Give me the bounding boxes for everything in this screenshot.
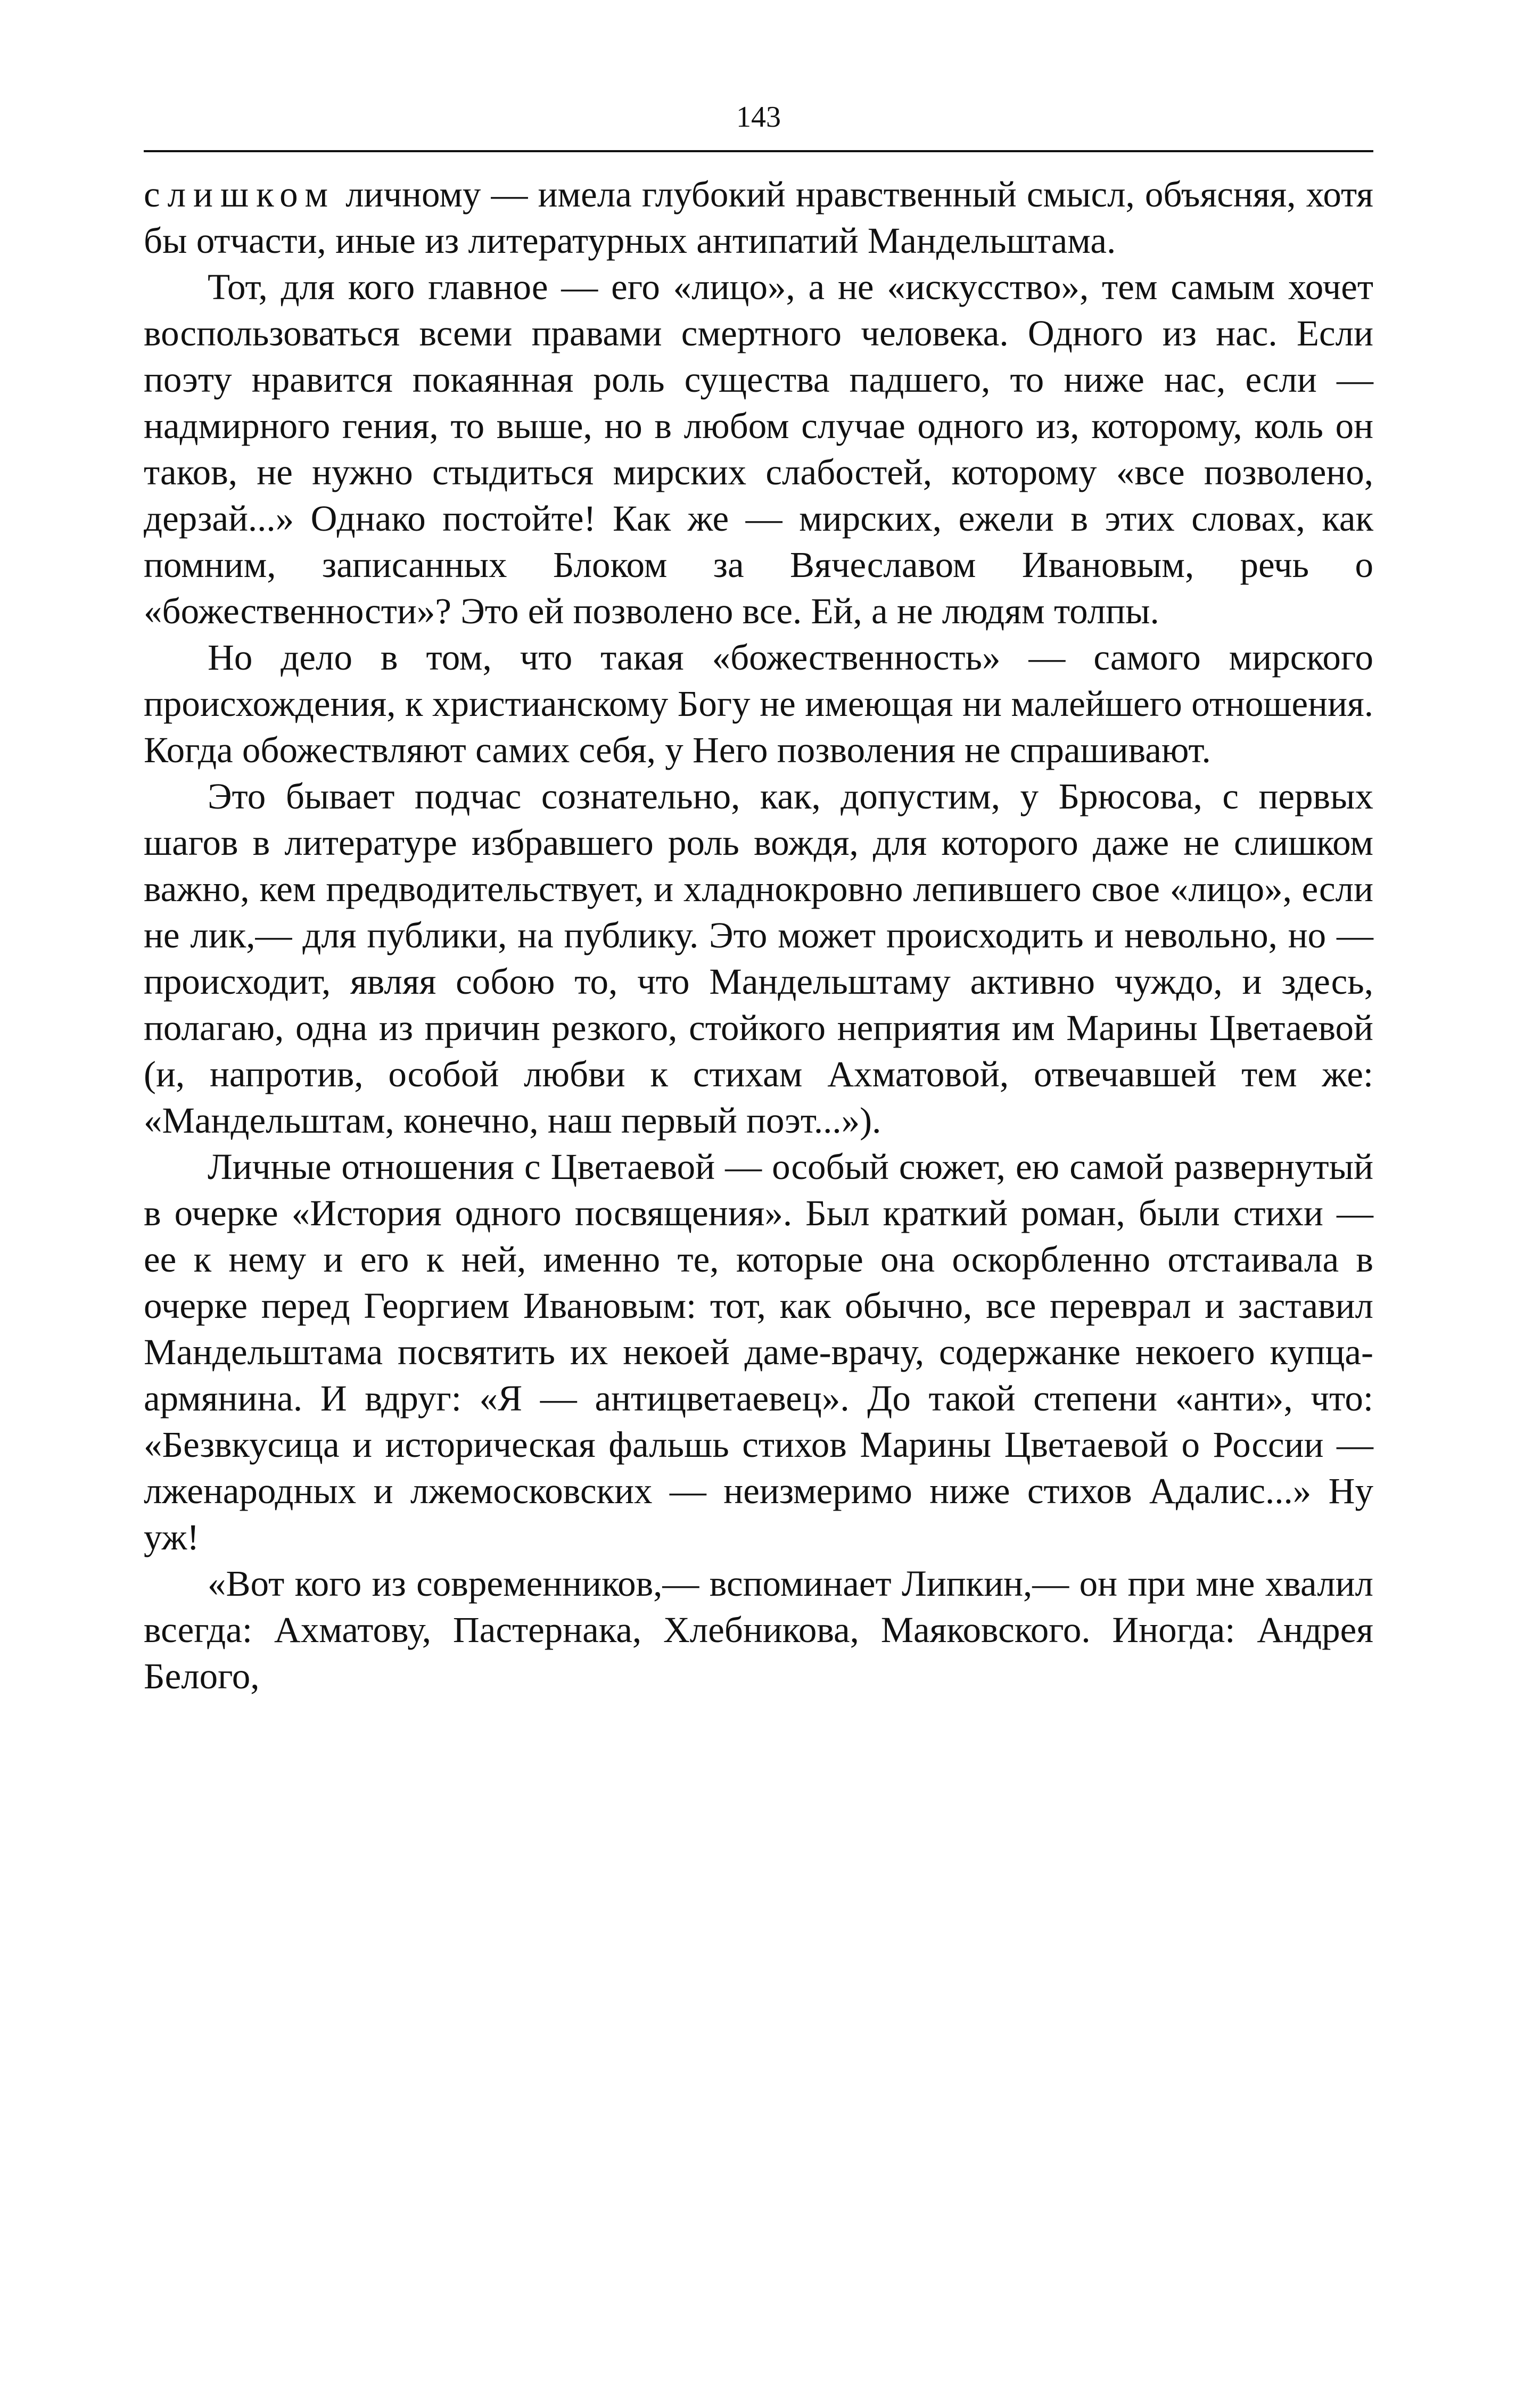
page-number: 143: [736, 101, 781, 134]
paragraph-2: Тот, для кого главное — его «лицо», а не «искусство», тем самым хочет воспользоваться всеми правами смертного человека. Одного из нас. Если поэту нравится покаянная роль существа падшего, то ниже нас, если — надмирного гения, то выше, но в любом случае одного из, которому, коль он таков, не нужно стыдиться мирских слабостей, которому «все позволено, дерзай...» Однако постойте! Как же — мирских, ежели в этих словах, как помним, записанных Блоком за Вячеславом Ивановым, речь о «божественности»? Это ей позволено все. Ей, а не людям толпы.: [144, 267, 1373, 631]
book-page: [144, 96, 1373, 2363]
body-text: [144, 171, 1373, 1700]
paragraph-6: «Вот кого из современников,— вспоминает Липкин,— он при мне хвалил всегда: Ахматову, Пастернака, Хлебникова, Маяковского. Иногда: Андрея Белого,: [144, 1563, 1373, 1696]
paragraph-5: Личные отношения с Цветаевой — особый сюжет, ею самой развернутый в очерке «История одного посвящения». Был краткий роман, были стихи — ее к нему и его к ней, именно те, которые она оскорбленно отстаивала в очерке перед Георгием Ивановым: тот, как обычно, все переврал и заставил Мандельштама посвятить их некоей даме-врачу, содержанке некоего купца-армянина. И вдруг: «Я — антицветаевец». До такой степени «анти», что: «Безвкусица и историческая фальшь стихов Марины Цветаевой о России — лженародных и лжемосковских — неизмеримо ниже стихов Адалис...» Ну уж!: [144, 1147, 1373, 1557]
paragraph-4: Это бывает подчас сознательно, как, допустим, у Брюсова, с первых шагов в литературе избравшего роль вождя, для которого даже не слишком важно, кем предводительствует, и хладнокровно лепившего свое «лицо», если не лик,— для публики, на публику. Это может происходить и невольно, но — происходит, являя собою то, что Мандельштаму активно чуждо, и здесь, полагаю, одна из причин резкого, стойкого неприятия им Марины Цветаевой (и, напротив, особой любви к стихам Ахматовой, отвечавшей тем же: «Мандельштам, конечно, наш первый поэт...»).: [144, 776, 1373, 1141]
paragraph-3: Но дело в том, что такая «божественность» — самого мирского происхождения, к христианскому Богу не имеющая ни малейшего отношения. Когда обожествляют самих себя, у Него позволения не спрашивают.: [144, 637, 1373, 770]
paragraph-1-text: личному — имела глубокий нравственный смысл, объясняя, хотя бы отчасти, иные из литературных антипатий Мандельштама.: [144, 174, 1373, 261]
header-rule: [144, 150, 1373, 152]
spaced-lead-word: слишком: [144, 174, 335, 215]
paragraph-1: [144, 171, 1373, 264]
